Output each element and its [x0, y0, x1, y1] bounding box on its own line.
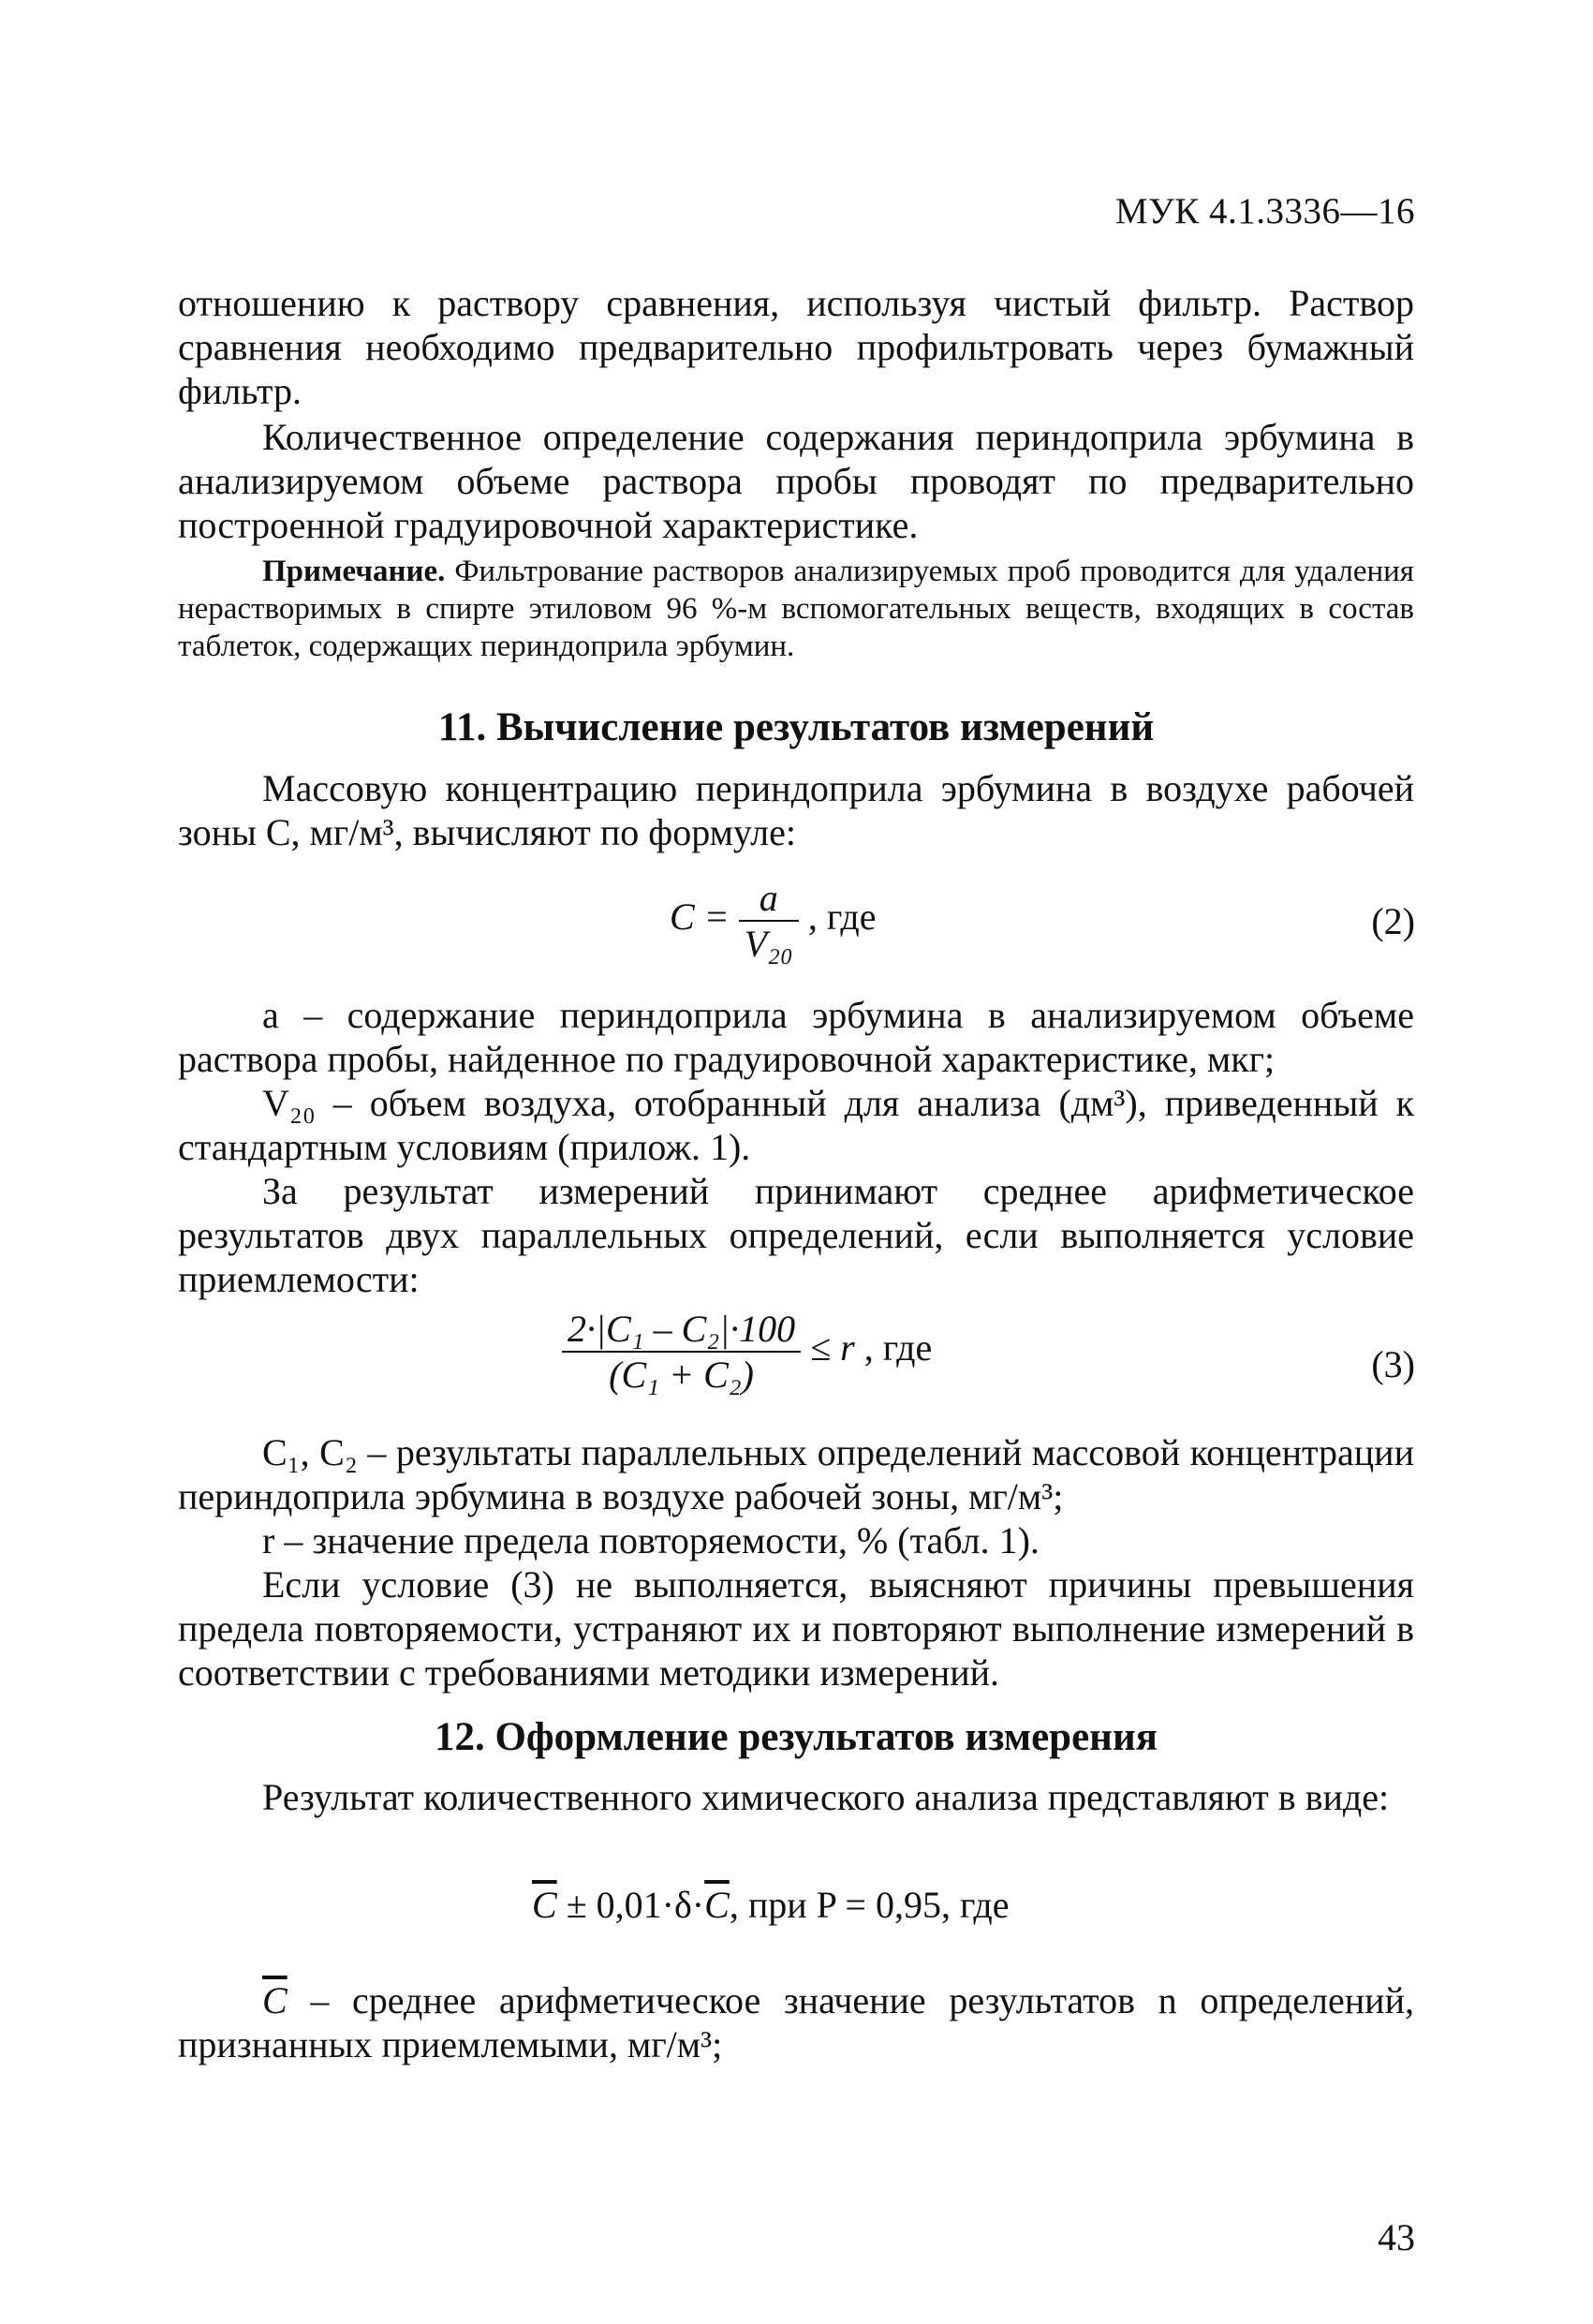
note-body: Фильтрование растворов анализируемых проб проводится для удаления нерастворимых в спирте этиловом 96 %-м вспомогательных веществ, входящих в состав таблеток, содержащих периндоприла эрбумин.: [178, 555, 1414, 663]
definition-r: [178, 1518, 1414, 1562]
formula-denominator: V₂₀: [744, 923, 793, 965]
paragraph-continuation: [178, 281, 1414, 413]
formula-tail: , при P = 0,95, где: [729, 1884, 1010, 1926]
section-11-intro: [178, 766, 1414, 854]
paragraph-text: Массовую концентрацию периндоприла эрбумина в воздухе рабочей зоны C, мг/м³, вычисляют по формуле:: [178, 767, 1414, 853]
paragraph-text: a – содержание периндоприла эрбумина в анализируемом объеме раствора пробы, найденное по градуировочной характеристике, мкг;: [178, 994, 1414, 1080]
section-12-heading-wrap: [178, 1714, 1414, 1760]
result-formula: [532, 1883, 1009, 1927]
mean-c-symbol: $\overline{C}$: [532, 1884, 557, 1926]
mean-c-symbol: $\overline{C}$: [704, 1884, 730, 1926]
section-11-heading-wrap: [178, 704, 1414, 750]
formula-middle: ± 0,01·δ·: [556, 1884, 705, 1926]
paragraph-text: Количественное определение содержания периндоприла эрбумина в анализируемом объеме раствора пробы проводят по предварительно построенной градуировочной характеристике.: [178, 416, 1414, 546]
formula-relation: ≤ r: [810, 1326, 855, 1369]
formula-denominator: (C₁ + C₂): [609, 1354, 754, 1396]
paragraph-quantification: [178, 415, 1414, 547]
paragraph-condition: [178, 1562, 1414, 1695]
paragraph-text: r – значение предела повторяемости, % (табл. 1).: [262, 1519, 1040, 1562]
definition-mean-c: [178, 1978, 1414, 2066]
section-12-intro: [178, 1775, 1414, 1819]
definition-v20: [178, 1081, 1414, 1169]
paragraph-text: За результат измерений принимают среднее арифметическое результатов двух параллельных определений, если выполняется условие приемлемости:: [178, 1170, 1414, 1300]
formula-tail: , где: [863, 1326, 933, 1369]
paragraph-text: V₂₀ – объем воздуха, отобранный для анализа (дм³), приведенный к стандартным условиям (прилож. 1).: [178, 1082, 1414, 1168]
definition-a: [178, 993, 1414, 1081]
definition-c1-c2: [178, 1430, 1414, 1518]
paragraph-text: отношению к раствору сравнения, используя чистый фильтр. Раствор сравнения необходимо предварительно профильтровать через бумажный фильтр.: [178, 282, 1414, 412]
mean-c-symbol: $\overline{C}$: [262, 1979, 288, 2021]
note-block: [178, 553, 1414, 665]
section-11-title: 11. Вычисление результатов измерений: [437, 705, 1155, 749]
paragraph-text: Если условие (3) не выполняется, выясняют причины превышения предела повторяемости, устраняют их и повторяют выполнение измерений в соответствии с требованиями методики измерений.: [178, 1563, 1414, 1694]
equation-number-3: (3): [1371, 1343, 1415, 1385]
formula-lhs: C =: [670, 896, 730, 939]
paragraph-text: [178, 1978, 1414, 2066]
formula-tail: , где: [807, 896, 877, 939]
paragraph-text: C₁, C₂ – результаты параллельных определений массовой концентрации периндоприла эрбумина в воздухе рабочей зоны, мг/м³;: [178, 1431, 1414, 1517]
note-label: Примечание.: [262, 555, 446, 588]
paragraph-result: [178, 1169, 1414, 1301]
section-12-title: 12. Оформление результатов измерения: [434, 1715, 1158, 1759]
formula-3: [562, 1307, 932, 1397]
formula-fraction: [562, 1307, 801, 1397]
equation-number-2: (2): [1371, 900, 1415, 942]
formula-numerator: 2·|C₁ – C₂|·100: [562, 1307, 801, 1353]
paragraph-text: Результат количественного химического анализа представляют в виде:: [262, 1776, 1390, 1818]
formula-numerator: a: [739, 876, 799, 922]
formula-fraction: [739, 876, 799, 966]
definition-body: – среднее арифметическое значение результатов n определений, признанных приемлемыми, мг/м³;: [178, 1979, 1414, 2065]
formula-2: [670, 876, 876, 966]
note-text: [178, 553, 1414, 665]
document-code: МУК 4.1.3336—16: [1114, 191, 1415, 231]
page-number: 43: [1378, 2216, 1415, 2258]
